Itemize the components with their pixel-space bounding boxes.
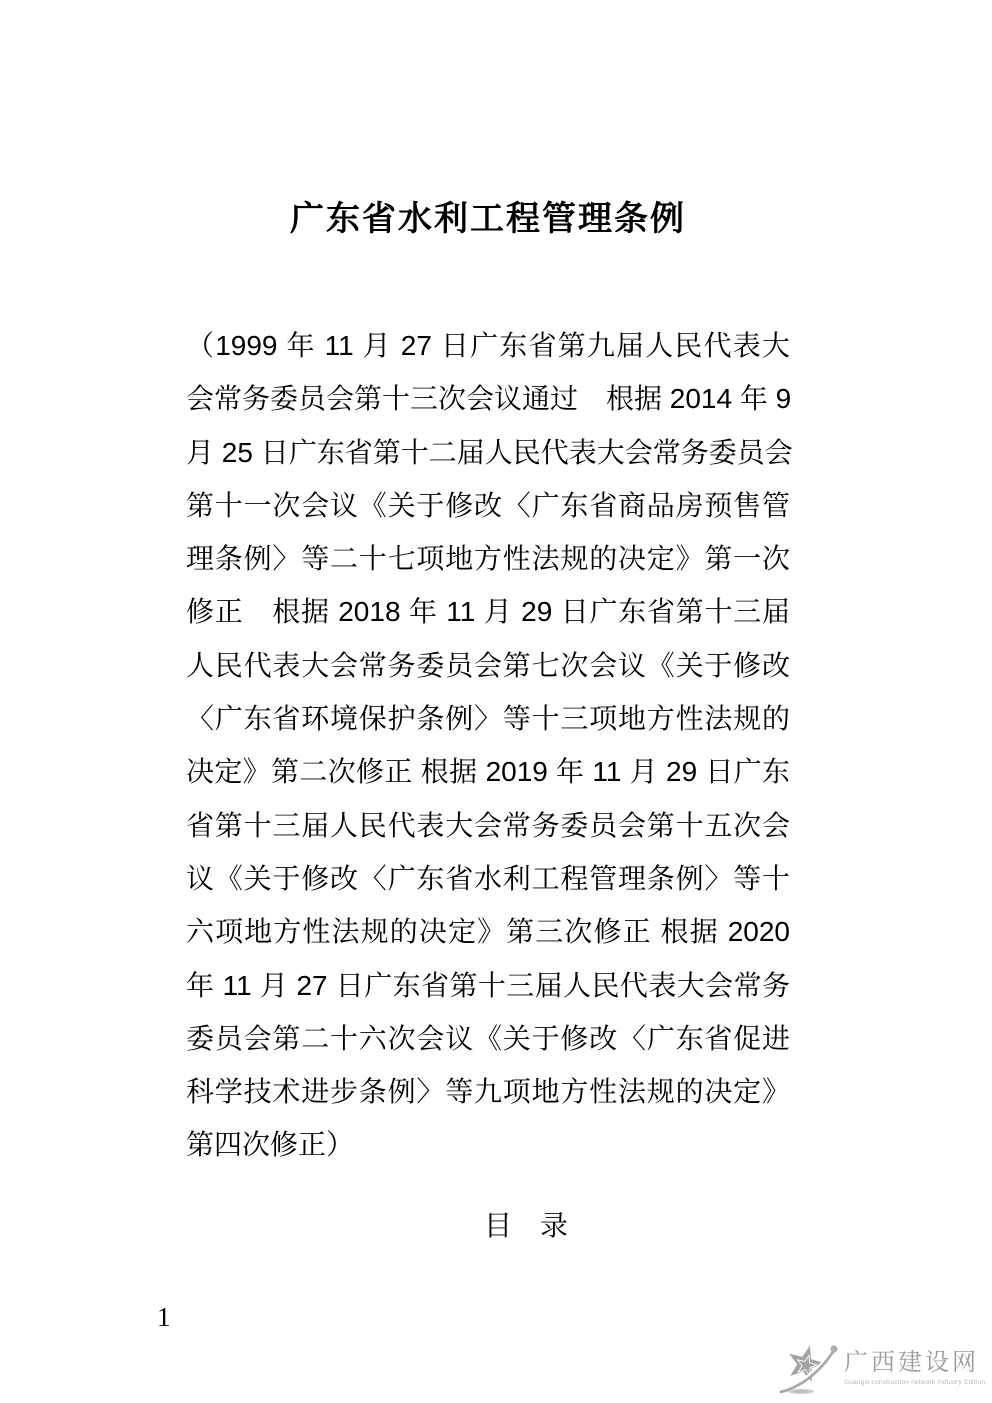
intro-line: 人民代表大会常务委员会第七次会议《关于修改 <box>186 649 790 681</box>
intro-line: 第十一次会议《关于修改〈广东省商品房预售管 <box>186 489 790 521</box>
intro-line: 理条例〉等二十七项地方性法规的决定》第一次 <box>186 543 790 575</box>
toc-heading: 目 录 <box>484 1210 569 1241</box>
intro-line: 修正 根据 2018 年 11 月 29 日广东省第十三届 <box>186 596 790 628</box>
intro-line: 决定》第二次修正 根据 2019 年 11 月 29 日广东 <box>186 756 790 788</box>
watermark <box>778 1338 984 1398</box>
intro-line: 科学技术进步条例〉等九项地方性法规的决定》 <box>186 1076 790 1108</box>
page-title: 广东省水利工程管理条例 <box>290 200 686 238</box>
watermark-tagline: Guangxi construction network Industry Edition <box>844 1379 986 1386</box>
intro-line: 议《关于修改〈广东省水利工程管理条例〉等十 <box>186 862 790 894</box>
intro-line: 第四次修正） <box>186 1129 355 1161</box>
intro-line: 委员会第二十六次会议《关于修改〈广东省促进 <box>186 1022 790 1054</box>
intro-line: 年 11 月 27 日广东省第十三届人民代表大会常务 <box>186 969 790 1001</box>
intro-line: 会常务委员会第十三次会议通过 根据 2014 年 9 <box>186 383 792 415</box>
intro-line: 月 25 日广东省第十二届人民代表大会常务委员会 <box>186 436 793 468</box>
intro-line: 六项地方性法规的决定》第三次修正 根据 2020 <box>186 916 790 948</box>
intro-line: 〈广东省环境保护条例〉等十三项地方性法规的 <box>186 703 790 735</box>
star-logo-icon <box>778 1338 840 1398</box>
intro-line: （1999 年 11 月 27 日广东省第九届人民代表大 <box>186 330 790 361</box>
watermark-text-block <box>844 1350 985 1386</box>
watermark-site-name: 广西建设网 <box>844 1349 979 1376</box>
page-number: 1 <box>157 1302 171 1332</box>
intro-paragraph <box>186 319 793 1172</box>
intro-line: 省第十三届人民代表大会常务委员会第十五次会 <box>186 809 790 841</box>
